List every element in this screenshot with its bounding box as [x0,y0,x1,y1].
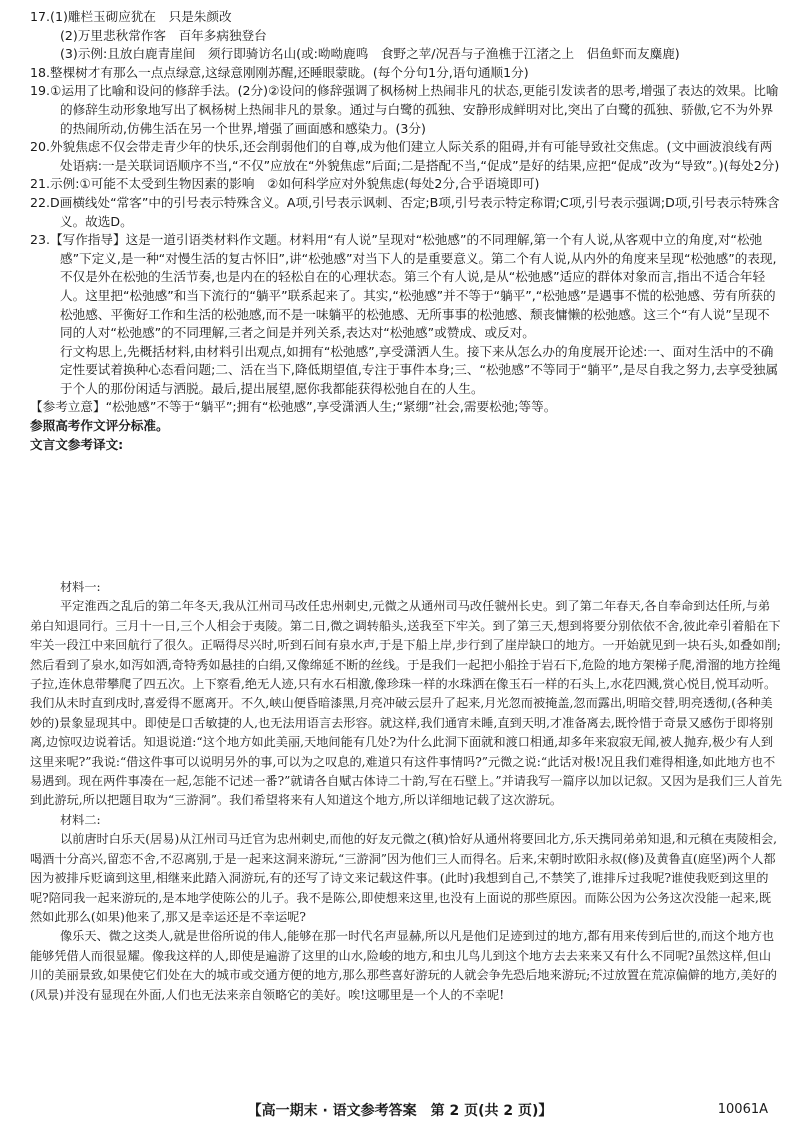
q23-theme: 【参考立意】“松弛感”不等于“躺平”;拥有“松弛感”,享受潇洒人生;“紧绷”社会,需要松弛;等等。 [30,399,557,415]
translation-section [30,578,782,1005]
translation-title: 文言文参考译文: [30,436,124,452]
q19: 19.①运用了比喻和设问的修辞手法。(2分)②设问的修辞强调了枫杨树上热闹非凡的状态,更能引发读者的思考,增强了表达的效果。比喻的修辞生动形象地写出了枫杨树上热闹非凡的景象。通过与白鹭的孤独、安静形成鲜明对比,突出了白鹭的孤独、骄傲,它不为外界的热闹所动,仿佛生活在另一个世界,增强了画面感和感染力。(3分) [30,83,779,136]
material-two-text-1: 以前唐时白乐天(居易)从江州司马迁官为忠州刺史,而他的好友元微之(稹)恰好从通州将要回北方,乐天携同弟弟知退,和元稹在夷陵相会,喝酒十分高兴,留恋不舍,不忍离别,于是一起来这洞来游玩,“三游洞”因为他们三人而得名。后来,宋朝时欧阳永叔(修)及黄鲁直(庭坚)两个人都因为被排斥贬谪到这里,相继来此踏入洞游玩,有的还写了诗文来记载这件事。(此时)我想到自己,不禁笑了,谁排斥过我呢?谁使我贬到这里的呢?陪同我一起来游玩的,是本地学使陈公的儿子。我不是陈公,即使想来这里,也没有上面说的那些原因。而陈公因为公务这次没能一起来,既然如此那么(如果)他来了,那又是幸运还是不幸运呢? [30,832,778,924]
q17-3: (3)示例:且放白鹿青崖间 须行即骑访名山(或:呦呦鹿鸣 食野之苹/况吾与子渔樵于江渚之上 侣鱼虾而友麋鹿) [60,46,680,62]
material-two-text-2: 像乐天、微之这类人,就是世俗所说的伟人,能够在那一时代名声显赫,所以凡是他们足迹到过的地方,都有用来传到后世的,而这个地方也能够凭借人而很显耀。像我这样的人,即使是遍游了这里的山水,险峻的地方,和虫儿鸟儿到这个地方去去来来又有什么不同呢?虽然这样,但山川的美丽景致,如果使它们处在大的城市或交通方便的地方,那么那些喜好游玩的人就会争先恐后地来游玩;不过放置在荒凉偏僻的地方,美好的(风景)并没有显现在外面,人们也无法来亲自领略它的美好。唉!这哪里是一个人的不幸呢! [30,929,777,1002]
q20: 20.外貌焦虑不仅会带走青少年的快乐,还会削弱他们的自尊,成为他们建立人际关系的阻碍,并有可能导致社交焦虑。(文中画波浪线有两处语病:一是关联词语顺序不当,“不仅”应放在“外貌焦虑”后面;二是搭配不当,“促成”是好的结果,应把“促成”改为“导致”。)(每处2分) [30,139,780,173]
q17-2: (2)万里悲秋常作客 百年多病独登台 [60,27,267,43]
q18: 18.整棵树才有那么一点点绿意,这绿意刚刚苏醒,还睡眼蒙眬。(每个分句1分,语句通顺1分) [30,64,529,80]
page-footer [0,1096,800,1122]
q21: 21.示例:①可能不太受到生物因素的影响 ②如何科学应对外貌焦虑(每处2分,合乎语境即可) [30,176,540,192]
scoring-standard: 参照高考作文评分标准。 [30,418,169,434]
answers-section [30,8,782,454]
footer-title: 【高一期末 · 语文参考答案 第 2 页(共 2 页)】 [247,1103,553,1119]
q17-1: 17.(1)雕栏玉砌应犹在 只是朱颜改 [30,9,232,24]
material-one-text: 平定淮西之乱后的第二年冬天,我从江州司马改任忠州刺史,元微之从通州司马改任虢州长史。到了第二年春天,各自奉命到达任所,与弟弟白知退同行。三月十一日,三个人相会于夷陵。第二日,微之调转船头,送我至下牢关。到了第三天,想到将要分别依依不舍,彼此牵引着船在下牢关一段江中来回航行了很久。正嗝得尽兴时,听到石间有泉水声,于是下船上岸,步行到了崖岸缺口的地方。一开始就见到一块石头,如叠如削;然后看到了泉水,如泻如洒,奇特秀如悬挂的白绢,又像绵延不断的丝线。于是我们一起把小船拴于岩石下,危险的地方架梯子爬,滑溜的地方拴绳子拉,连休息带攀爬了四五次。上下察看,绝无人迹,只有水石相激,像珍珠一样的水珠洒在像玉石一样的石头上,水花四溅,赏心悦目,悦耳动听。我们从未时直到戌时,喜爱得不愿离开。不久,峡山便昏暗漆黑,月亮冲破云层升了起来,月光忽而被掩盖,忽而露出,明暗交替,明亮透彻,(各种美妙的)景象显现其中。即使是口舌敏捷的人,也无法用语言去形容。就这样,我们通宵未睡,直到天明,才准备离去,既怜惜于奇景又感伤于即将别离,边惊叹边说着话。知退说道:“这个地方如此美丽,天地间能有几处?为什么此洞下面就和渡口相通,却多年来寂寂无闻,被人抛弃,极少有人到这里来呢?”我说:“借这件事可以说明另外的事,可以为之叹息的,难道只有这件事情吗?”元微之说:“此话对极!况且我们难得相逢,如此地方也不易遇到。现在两件事凑在一起,怎能不记述一番?”就请各自赋古体诗二十韵,写在石壁上。”并请我写一篇序以加以记叙。又因为是我们三人首先到此游玩,所以把题目取为“三游洞”。我们希望将来有人知道这个地方,所以详细地记载了这次游玩。 [30,599,782,808]
doc-code: 10061A [717,1102,768,1117]
material-one-label: 材料一: [60,580,101,594]
material-two-label: 材料二: [60,812,101,827]
q23-structure: 行文构思上,先概括材料,由材料引出观点,如拥有“松弛感”,享受潇洒人生。接下来从怎么办的角度展开论述:一、面对生活中的不确定性要试着换种心态看问题;二、活在当下,降低期望值,专注于事件本身;三、“松弛感”不等同于“躺平”,是尽自我之努力,去享受独属于个人的那份闲适与洒脱。最后,提出展望,愿你我都能获得松弛自在的人生。 [60,343,779,396]
q22: 22.D画横线处“常客”中的引号表示特殊含义。A项,引号表示讽刺、否定;B项,引号表示特定称谓;C项,引号表示强调;D项,引号表示特殊含义。故选D。 [30,194,780,229]
q23-guide: 23.【写作指导】这是一道引语类材料作文题。材料用“有人说”呈现对“松弛感”的不同理解,第一个有人说,从客观中立的角度,对“松弛感”下定义,是一种“对慢生活的复古怀旧”,讲“松弛感”对当下人的是重要意义。第二个有人说,从内外的角度来呈现“松弛感”的表现,不仅是外在松弛的生活节奏,也是内在的轻松自在的心理状态。第三个有人说,是从“松弛感”适应的群体对象而言,指出不适合年轻人。这里把“松弛感”和当下流行的“躺平”联系起来了。其实,“松弛感”并不等于“躺平”,“松弛感”是遇事不慌的松弛感、劳有所获的松弛感、平衡好工作和生活的松弛感,而不是一味躺平的松弛感、无所事事的松弛感、颓丧慵懒的松弛感。这三个“有人说”呈现不同的人对“松弛感”的不同理解,三者之间是并列关系,表达对“松弛感”或赞成、或反对。 [30,232,777,341]
